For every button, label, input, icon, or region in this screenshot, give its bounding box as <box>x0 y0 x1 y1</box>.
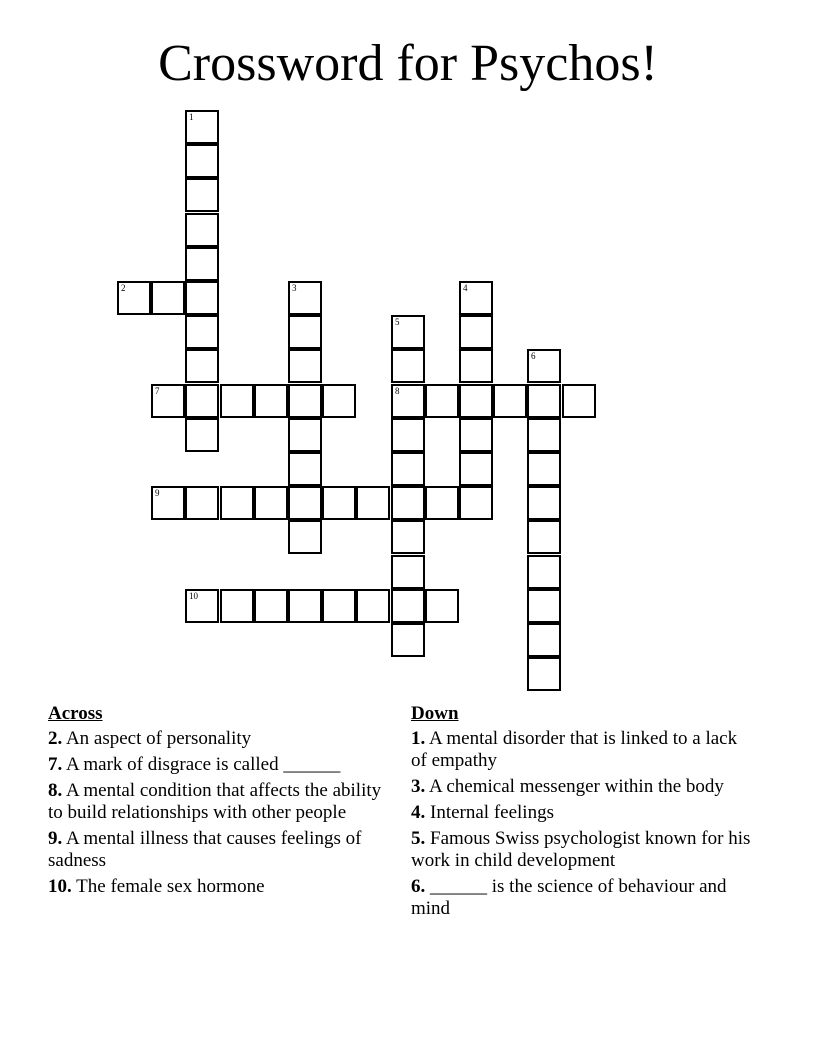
clue-number: 6. <box>411 876 426 897</box>
grid-cell[interactable] <box>425 589 459 623</box>
grid-cell[interactable] <box>391 349 425 383</box>
grid-cell[interactable] <box>459 281 493 315</box>
grid-cell[interactable] <box>254 589 288 623</box>
grid-cell[interactable] <box>288 589 322 623</box>
clue-text: Internal feelings <box>430 802 554 823</box>
grid-cell[interactable] <box>288 486 322 520</box>
grid-cell[interactable] <box>459 384 493 418</box>
clue-text: A chemical messenger within the body <box>428 776 724 797</box>
across-heading: Across <box>48 703 103 724</box>
cell-number: 10 <box>189 591 198 601</box>
clue-number: 10. <box>48 876 72 897</box>
clue-text: An aspect of personality <box>65 728 252 749</box>
grid-cell[interactable] <box>322 486 356 520</box>
grid-cell[interactable] <box>254 384 288 418</box>
grid-cell[interactable] <box>151 384 185 418</box>
grid-cell[interactable] <box>185 144 219 178</box>
clue-number: 4. <box>411 802 426 823</box>
across-clues <box>48 703 393 902</box>
grid-cell[interactable] <box>527 418 561 452</box>
clue-text: The female sex hormone <box>76 876 265 897</box>
clue-text: A mark of disgrace is called ______ <box>65 754 341 775</box>
grid-cell[interactable] <box>459 486 493 520</box>
clue-down-1 <box>411 728 756 772</box>
clue-down-4 <box>411 802 756 824</box>
cell-number: 1 <box>189 112 194 122</box>
grid-cell[interactable] <box>288 281 322 315</box>
grid-cell[interactable] <box>391 589 425 623</box>
grid-cell[interactable] <box>391 520 425 554</box>
clue-down-6 <box>411 876 756 920</box>
grid-cell[interactable] <box>185 418 219 452</box>
clue-number: 3. <box>411 776 426 797</box>
cell-number: 2 <box>121 283 126 293</box>
grid-cell[interactable] <box>185 281 219 315</box>
grid-cell[interactable] <box>185 315 219 349</box>
grid-cell[interactable] <box>527 486 561 520</box>
grid-cell[interactable] <box>391 486 425 520</box>
clue-across-7 <box>48 754 393 776</box>
clue-number: 5. <box>411 828 426 849</box>
down-clues <box>411 703 756 924</box>
clue-across-9 <box>48 828 393 872</box>
grid-cell[interactable] <box>391 452 425 486</box>
grid-cell[interactable] <box>459 349 493 383</box>
grid-cell[interactable] <box>185 349 219 383</box>
grid-cell[interactable] <box>391 384 425 418</box>
down-heading: Down <box>411 703 459 724</box>
clue-text: A mental condition that affects the ability to build relationships with other people <box>48 780 382 823</box>
clue-down-3 <box>411 776 756 798</box>
cell-number: 5 <box>395 317 400 327</box>
grid-cell[interactable] <box>288 384 322 418</box>
clue-down-5 <box>411 828 756 872</box>
grid-cell[interactable] <box>527 623 561 657</box>
grid-cell[interactable] <box>288 418 322 452</box>
cell-number: 7 <box>155 386 160 396</box>
grid-cell[interactable] <box>288 349 322 383</box>
grid-cell[interactable] <box>391 418 425 452</box>
clue-number: 1. <box>411 728 426 749</box>
grid-cell[interactable] <box>391 315 425 349</box>
cell-number: 9 <box>155 488 160 498</box>
grid-cell[interactable] <box>254 486 288 520</box>
grid-cell[interactable] <box>459 315 493 349</box>
grid-cell[interactable] <box>562 384 596 418</box>
grid-cell[interactable] <box>527 384 561 418</box>
grid-cell[interactable] <box>185 589 219 623</box>
grid-cell[interactable] <box>391 623 425 657</box>
grid-cell[interactable] <box>425 384 459 418</box>
clue-number: 7. <box>48 754 63 775</box>
grid-cell[interactable] <box>288 520 322 554</box>
grid-cell[interactable] <box>185 110 219 144</box>
grid-cell[interactable] <box>322 384 356 418</box>
cell-number: 4 <box>463 283 468 293</box>
grid-cell[interactable] <box>459 418 493 452</box>
clue-across-8 <box>48 780 393 824</box>
grid-cell[interactable] <box>185 213 219 247</box>
grid-cell[interactable] <box>527 520 561 554</box>
grid-cell[interactable] <box>322 589 356 623</box>
grid-cell[interactable] <box>527 349 561 383</box>
clue-across-10 <box>48 876 393 898</box>
grid-cell[interactable] <box>185 247 219 281</box>
grid-cell[interactable] <box>527 555 561 589</box>
cell-number: 3 <box>292 283 297 293</box>
clue-text: ______ is the science of behaviour and mind <box>411 876 727 919</box>
grid-cell[interactable] <box>220 384 254 418</box>
clue-number: 8. <box>48 780 63 801</box>
grid-cell[interactable] <box>151 281 185 315</box>
grid-cell[interactable] <box>288 452 322 486</box>
grid-cell[interactable] <box>527 589 561 623</box>
clue-across-2 <box>48 728 393 750</box>
grid-cell[interactable] <box>220 486 254 520</box>
grid-cell[interactable] <box>527 452 561 486</box>
clue-number: 2. <box>48 728 63 749</box>
grid-cell[interactable] <box>185 486 219 520</box>
grid-cell[interactable] <box>220 589 254 623</box>
cell-number: 6 <box>531 351 536 361</box>
grid-cell[interactable] <box>459 452 493 486</box>
grid-cell[interactable] <box>185 384 219 418</box>
grid-cell[interactable] <box>527 657 561 691</box>
grid-cell[interactable] <box>185 178 219 212</box>
grid-cell[interactable] <box>493 384 527 418</box>
grid-cell[interactable] <box>117 281 151 315</box>
grid-cell[interactable] <box>151 486 185 520</box>
page-title: Crossword for Psychos! <box>158 35 658 92</box>
clue-text: A mental disorder that is linked to a lack of empathy <box>411 728 738 771</box>
clue-text: Famous Swiss psychologist known for his work in child development <box>411 828 751 871</box>
clue-text: A mental illness that causes feelings of sadness <box>48 828 362 871</box>
grid-cell[interactable] <box>425 486 459 520</box>
clue-number: 9. <box>48 828 63 849</box>
grid-cell[interactable] <box>288 315 322 349</box>
grid-cell[interactable] <box>356 486 390 520</box>
grid-cell[interactable] <box>356 589 390 623</box>
grid-cell[interactable] <box>391 555 425 589</box>
cell-number: 8 <box>395 386 400 396</box>
